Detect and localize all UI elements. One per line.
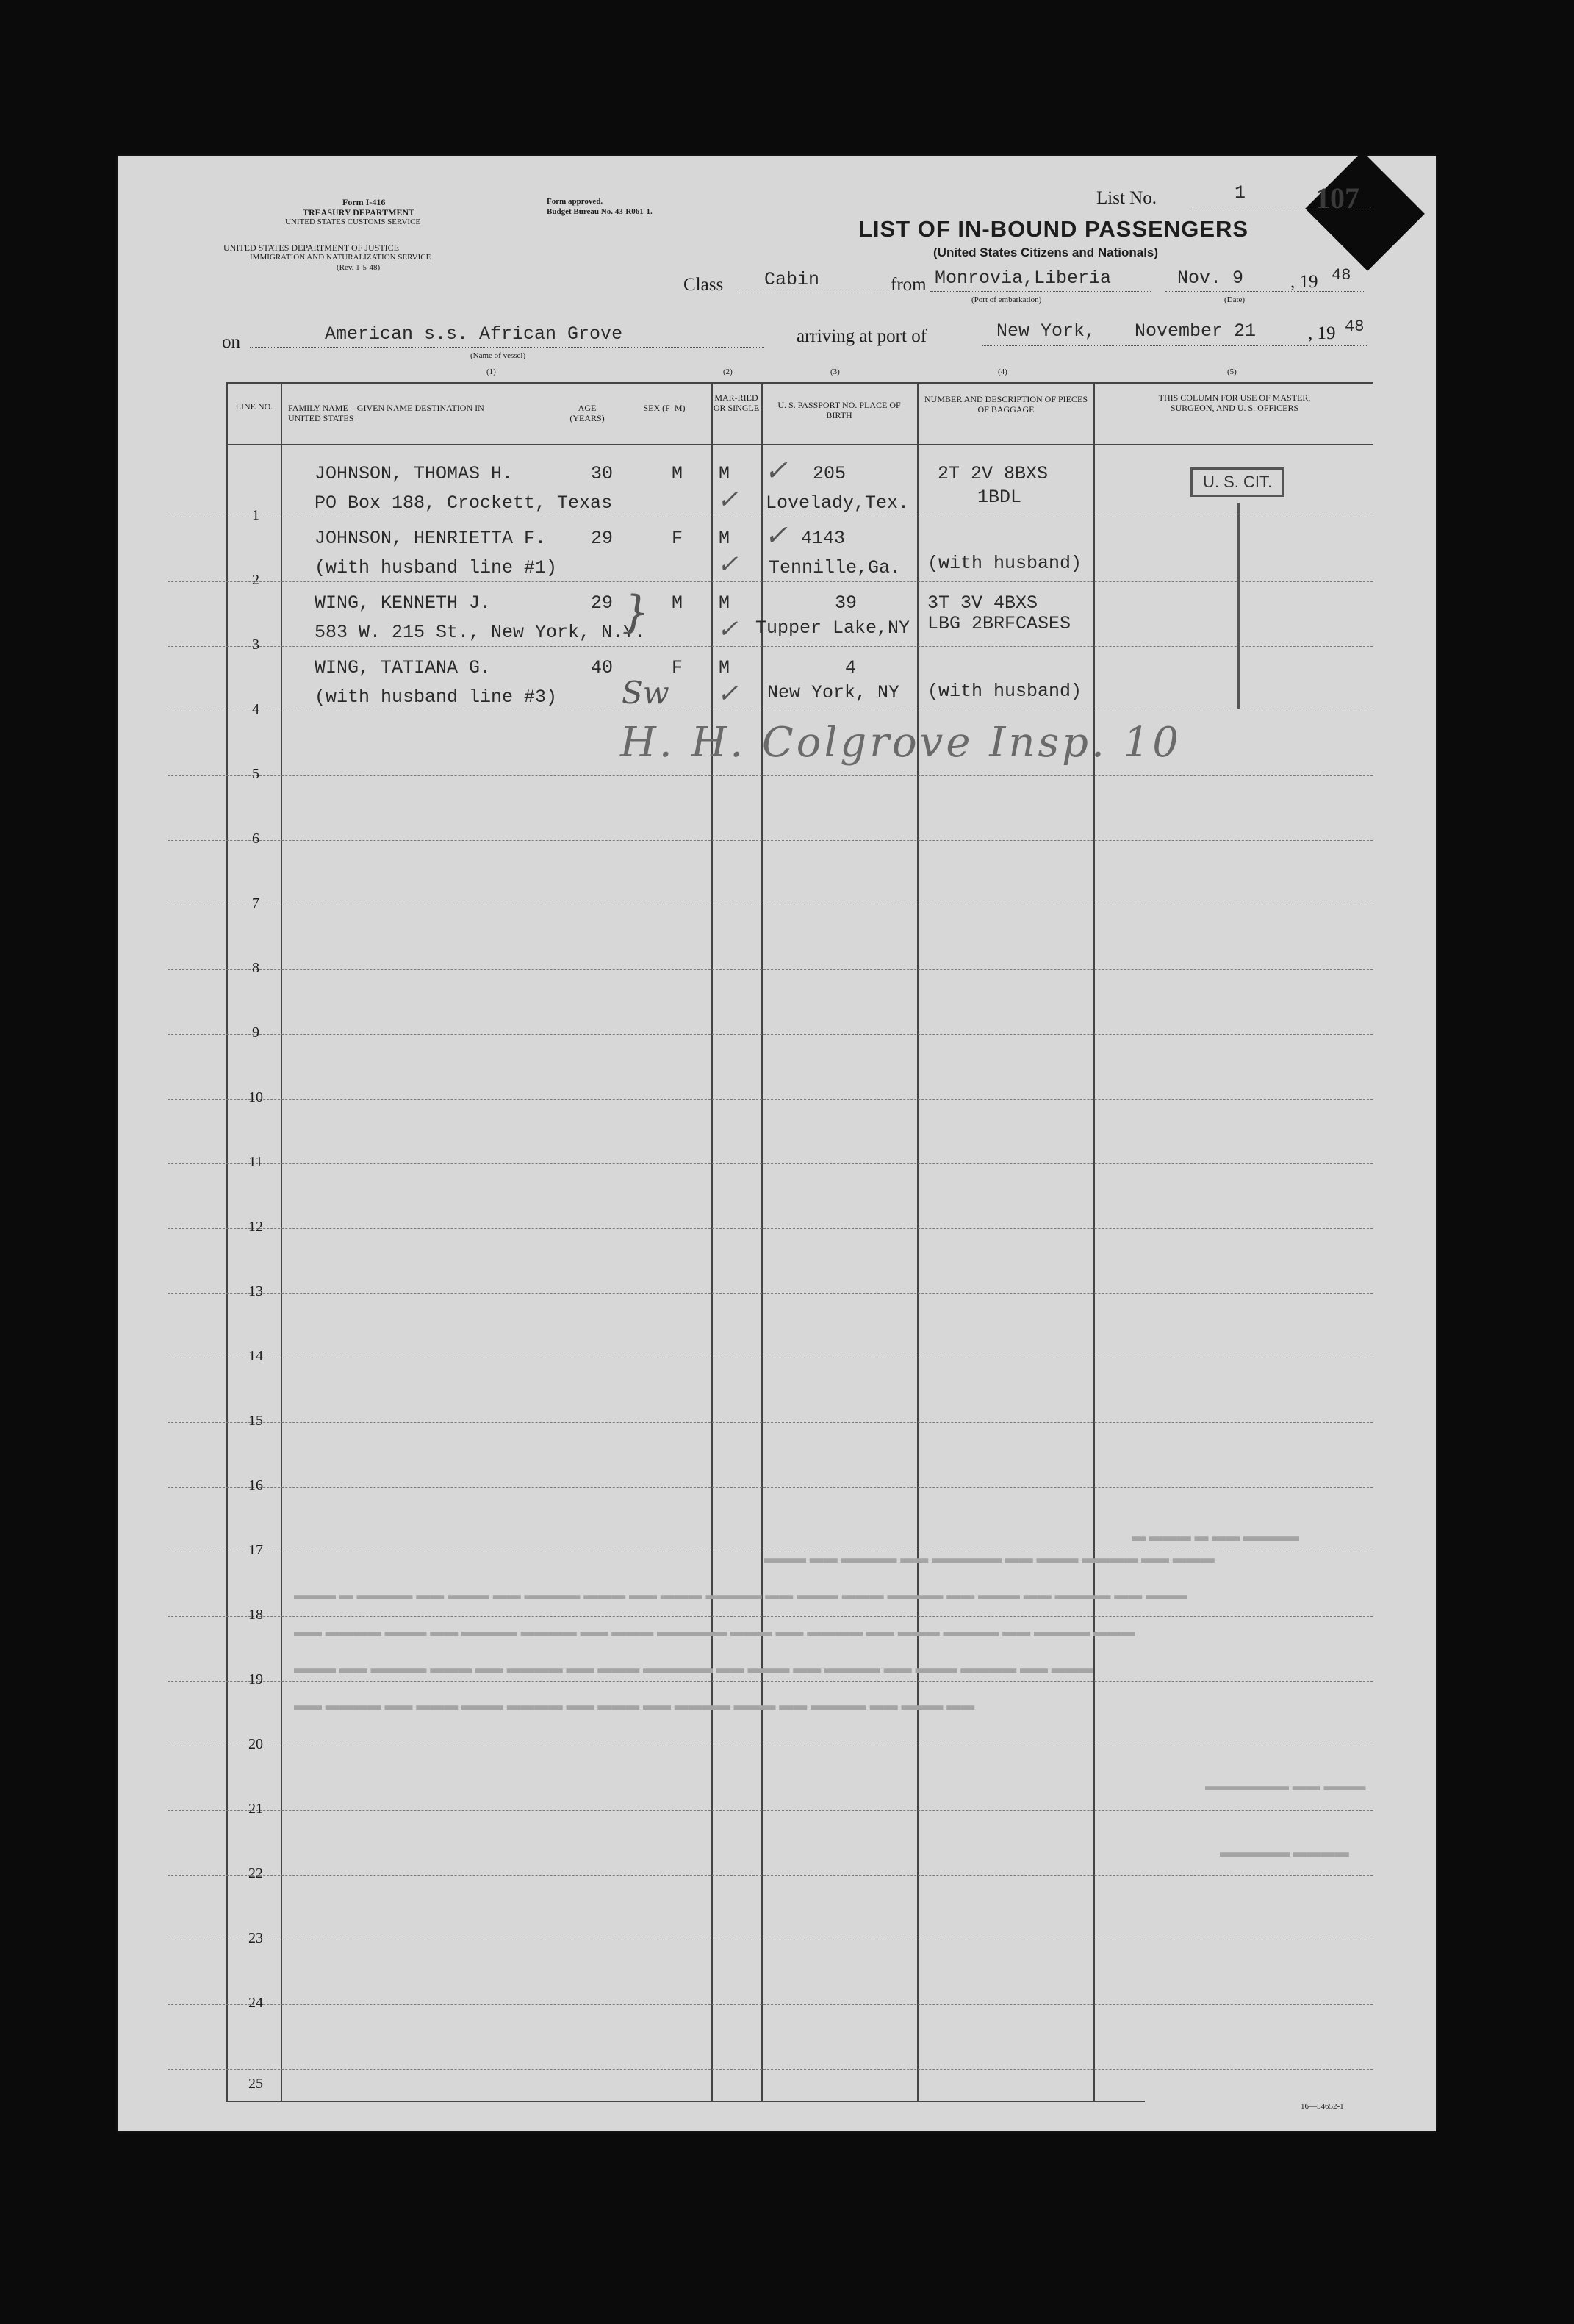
- col-divider-officers: [1093, 382, 1095, 2102]
- line-number: 13: [248, 1283, 263, 1299]
- passport-prefix: ✓: [764, 519, 788, 551]
- year-prefix-2: , 19: [1308, 323, 1336, 343]
- row-line: [168, 2069, 1373, 2070]
- bleed-through-text: ▬▬ ▬▬▬▬ ▬▬ ▬▬▬ ▬▬▬ ▬▬▬▬ ▬▬ ▬▬▬ ▬▬ ▬▬▬▬ ▬▬▬ ▬▬ ▬▬▬▬ ▬▬ ▬▬▬ ▬▬: [294, 1698, 975, 1713]
- arrival-port: New York,: [996, 320, 1096, 342]
- line-number: 19: [248, 1671, 263, 1688]
- passenger-birthplace: Tupper Lake,NY: [755, 617, 910, 639]
- stamp-extension-line: [1237, 503, 1240, 709]
- header-age: AGE (YEARS): [569, 403, 605, 423]
- row-line: [168, 1034, 1373, 1035]
- passenger-marital: M: [719, 463, 730, 484]
- line-number: 15: [248, 1413, 263, 1429]
- bleed-through-text: ▬▬▬ ▬▬ ▬▬▬▬ ▬▬▬ ▬▬ ▬▬▬▬ ▬▬ ▬▬▬ ▬▬▬▬▬ ▬▬ ▬▬▬ ▬▬ ▬▬▬▬ ▬▬ ▬▬▬ ▬▬▬▬ ▬▬ ▬▬▬: [294, 1661, 1093, 1676]
- line-number: 25: [248, 2076, 263, 2092]
- line-number: 7: [252, 895, 259, 911]
- line-number: 16: [248, 1477, 263, 1493]
- table-top-border: [226, 382, 1373, 384]
- manifest-page: [118, 156, 1436, 2131]
- col-number-3: (3): [830, 367, 840, 376]
- line-number: 10: [248, 1089, 263, 1105]
- row-line: [168, 646, 1373, 647]
- passenger-name: JOHNSON, THOMAS H.: [315, 463, 514, 484]
- bleed-through-text: ▬▬▬ ▬ ▬▬▬▬ ▬▬ ▬▬▬ ▬▬ ▬▬▬▬ ▬▬▬ ▬▬ ▬▬▬ ▬▬▬▬ ▬▬ ▬▬▬ ▬▬▬ ▬▬▬▬ ▬▬ ▬▬▬ ▬▬ ▬▬▬▬ ▬▬ ▬▬▬: [294, 1588, 1187, 1603]
- col-number-1: (1): [486, 367, 496, 376]
- row-line: [168, 1293, 1373, 1294]
- passenger-birthplace: New York, NY: [767, 682, 900, 703]
- departure-year: 48: [1332, 266, 1351, 284]
- date-line: [1165, 291, 1364, 292]
- page-title: LIST OF IN-BOUND PASSENGERS: [858, 216, 1249, 242]
- line-number: 18: [248, 1607, 263, 1623]
- passenger-destination: PO Box 188, Crockett, Texas: [315, 492, 613, 514]
- vessel-name: American s.s. African Grove: [325, 323, 623, 345]
- arrival-year: 48: [1345, 318, 1365, 336]
- line-number: 6: [252, 831, 259, 847]
- customs-service: UNITED STATES CUSTOMS SERVICE: [285, 218, 421, 226]
- line-number: 5: [252, 766, 259, 782]
- line-number: 4: [252, 701, 259, 717]
- budget-bureau: Budget Bureau No. 43-R061-1.: [547, 207, 653, 216]
- passenger-name: JOHNSON, HENRIETTA F.: [315, 528, 547, 549]
- passport-prefix: ✓: [764, 454, 788, 487]
- passenger-age: 30: [591, 463, 614, 484]
- row-line: [168, 775, 1373, 776]
- passenger-baggage: 2T 2V 8BXS: [938, 463, 1049, 484]
- line-number: 2: [252, 572, 259, 588]
- passenger-passport: 4: [845, 657, 857, 678]
- passenger-baggage-2: LBG 2BRFCASES: [927, 613, 1071, 634]
- row-line: [168, 1163, 1373, 1164]
- form-number: Form I-416: [342, 197, 386, 207]
- passenger-destination: (with husband line #1): [315, 557, 558, 578]
- line-number: 24: [248, 1995, 263, 2011]
- arriving-label: arriving at port of: [797, 326, 927, 346]
- bleed-through-text: ▬▬▬▬▬▬ ▬▬ ▬▬▬: [1205, 1779, 1366, 1794]
- passenger-baggage-2: (with husband): [927, 681, 1082, 702]
- row-line: [168, 1875, 1373, 1876]
- port-caption: (Port of embarkation): [971, 295, 1042, 304]
- row-line: [168, 2004, 1373, 2005]
- passenger-passport: 205: [813, 463, 847, 484]
- port-of-embarkation: Monrovia,Liberia: [935, 268, 1112, 289]
- ins-service: IMMIGRATION AND NATURALIZATION SERVICE: [250, 253, 431, 262]
- header-passport: U. S. PASSPORT NO. PLACE OF BIRTH: [777, 400, 901, 420]
- page-subtitle: (United States Citizens and Nationals): [933, 245, 1159, 259]
- from-label: from: [891, 275, 927, 295]
- form-approved: Form approved.: [547, 197, 603, 206]
- passenger-sex: F: [672, 528, 683, 549]
- arrival-line: [982, 345, 1368, 346]
- passenger-destination: (with husband line #3): [315, 686, 558, 708]
- line-number: 21: [248, 1801, 263, 1817]
- header-officers: THIS COLUMN FOR USE OF MASTER, SURGEON, AND U. S. OFFICERS: [1158, 392, 1311, 413]
- check-mark: ✓: [717, 614, 739, 644]
- class-value: Cabin: [764, 269, 820, 290]
- header-baggage: NUMBER AND DESCRIPTION OF PIECES OF BAGGAGE: [924, 394, 1088, 415]
- line-number: 20: [248, 1736, 263, 1752]
- line-number: 23: [248, 1930, 263, 1946]
- vessel-caption: (Name of vessel): [470, 351, 526, 360]
- passenger-sex: F: [672, 657, 683, 678]
- passenger-baggage-2: 1BDL: [977, 487, 1022, 508]
- passenger-baggage: 3T 3V 4BXS: [927, 592, 1038, 614]
- header-sex: SEX (F–M): [643, 403, 686, 413]
- line-number: 3: [252, 636, 259, 653]
- line-number: 22: [248, 1865, 263, 1882]
- line-number: 14: [248, 1348, 263, 1364]
- line-number: 1: [252, 507, 259, 523]
- passenger-marital: M: [719, 592, 730, 614]
- bleed-through-text: ▬▬▬▬▬ ▬▬▬▬: [1220, 1845, 1349, 1860]
- passenger-name: WING, TATIANA G.: [315, 657, 492, 678]
- passenger-birthplace: Tennille,Ga.: [769, 557, 902, 578]
- class-label: Class: [683, 275, 724, 295]
- passenger-sex: M: [672, 592, 683, 614]
- bleed-through-text: ▬▬▬ ▬▬ ▬▬▬▬ ▬▬ ▬▬▬▬▬ ▬▬ ▬▬▬ ▬▬▬▬ ▬▬ ▬▬▬: [764, 1551, 1215, 1566]
- table-header-border: [226, 444, 1373, 445]
- vessel-line: [250, 347, 764, 348]
- col-divider-baggage: [917, 382, 919, 2102]
- row-line: [168, 1228, 1373, 1229]
- passenger-sex: M: [672, 463, 683, 484]
- table-left-border: [226, 382, 228, 2102]
- passenger-age: 29: [591, 528, 614, 549]
- us-citizen-stamp: U. S. CIT.: [1190, 467, 1284, 497]
- row-line: [168, 1616, 1373, 1617]
- col-divider-lineno: [281, 382, 282, 2102]
- col-divider-married: [711, 382, 713, 2102]
- form-revision: (Rev. 1-5-48): [337, 263, 381, 272]
- passenger-marital: M: [719, 657, 730, 678]
- header-name-destination: FAMILY NAME—GIVEN NAME DESTINATION IN UNITED STATES: [288, 403, 484, 423]
- col-number-2: (2): [723, 367, 733, 376]
- line-number: 9: [252, 1025, 259, 1041]
- col-number-4: (4): [998, 367, 1007, 376]
- treasury-dept: TREASURY DEPARTMENT: [303, 207, 415, 218]
- row-line: [168, 969, 1373, 970]
- passenger-age: 29: [591, 592, 614, 614]
- list-no-value: 1: [1235, 182, 1246, 204]
- check-mark: ✓: [717, 485, 739, 514]
- inspector-signature: H. H. Colgrove Insp. 10: [620, 719, 1182, 767]
- bleed-through-text: ▬▬ ▬▬▬▬ ▬▬▬ ▬▬ ▬▬▬▬ ▬▬▬▬ ▬▬ ▬▬▬ ▬▬▬▬▬ ▬▬▬ ▬▬ ▬▬▬▬ ▬▬ ▬▬▬ ▬▬▬▬ ▬▬ ▬▬▬▬ ▬▬▬: [294, 1624, 1135, 1640]
- row-line: [168, 840, 1373, 841]
- row-line: [168, 1681, 1373, 1682]
- line-number: 12: [248, 1219, 263, 1235]
- passenger-passport: 4143: [801, 528, 846, 549]
- col-number-5: (5): [1227, 367, 1237, 376]
- arrival-date: November 21: [1135, 320, 1257, 342]
- row-line: [168, 1487, 1373, 1488]
- row-line: [168, 1810, 1373, 1811]
- passenger-destination: 583 W. 215 St., New York, N.Y.: [315, 622, 646, 643]
- row-line: [168, 581, 1373, 582]
- line-number: 17: [248, 1542, 263, 1558]
- table-bottom-border: [226, 2101, 1145, 2102]
- date-caption: (Date): [1224, 295, 1246, 304]
- year-prefix-1: , 19: [1290, 272, 1318, 292]
- departure-date: Nov. 9: [1177, 268, 1244, 289]
- header-line-no: LINE NO.: [235, 401, 273, 412]
- passenger-birthplace: Lovelady,Tex.: [766, 492, 910, 514]
- port-line: [930, 291, 1151, 292]
- line-number: 11: [248, 1154, 263, 1170]
- line-number: 8: [252, 960, 259, 976]
- bleed-through-text: ▬ ▬▬▬ ▬ ▬▬ ▬▬▬▬: [1132, 1529, 1299, 1544]
- justice-dept: UNITED STATES DEPARTMENT OF JUSTICE: [223, 243, 400, 253]
- col-divider-passport: [761, 382, 763, 2102]
- passenger-marital: M: [719, 528, 730, 549]
- row-line: [168, 1422, 1373, 1423]
- passenger-age: 40: [591, 657, 614, 678]
- on-label: on: [222, 332, 240, 352]
- header-married: MAR-RIED OR SINGLE: [713, 392, 760, 413]
- check-mark: ✓: [717, 550, 739, 579]
- list-no-label: List No.: [1096, 188, 1157, 208]
- bracket-mark: }: [622, 587, 650, 638]
- passenger-name: WING, KENNETH J.: [315, 592, 492, 614]
- passenger-baggage-2: (with husband): [927, 553, 1082, 574]
- check-mark: ✓: [717, 679, 739, 709]
- row-line: [168, 1099, 1373, 1100]
- passenger-passport: 39: [835, 592, 858, 614]
- page-number: 107: [1315, 182, 1359, 215]
- form-print-code: 16—54652-1: [1301, 2102, 1344, 2111]
- handwritten-sw: Sw: [622, 675, 669, 711]
